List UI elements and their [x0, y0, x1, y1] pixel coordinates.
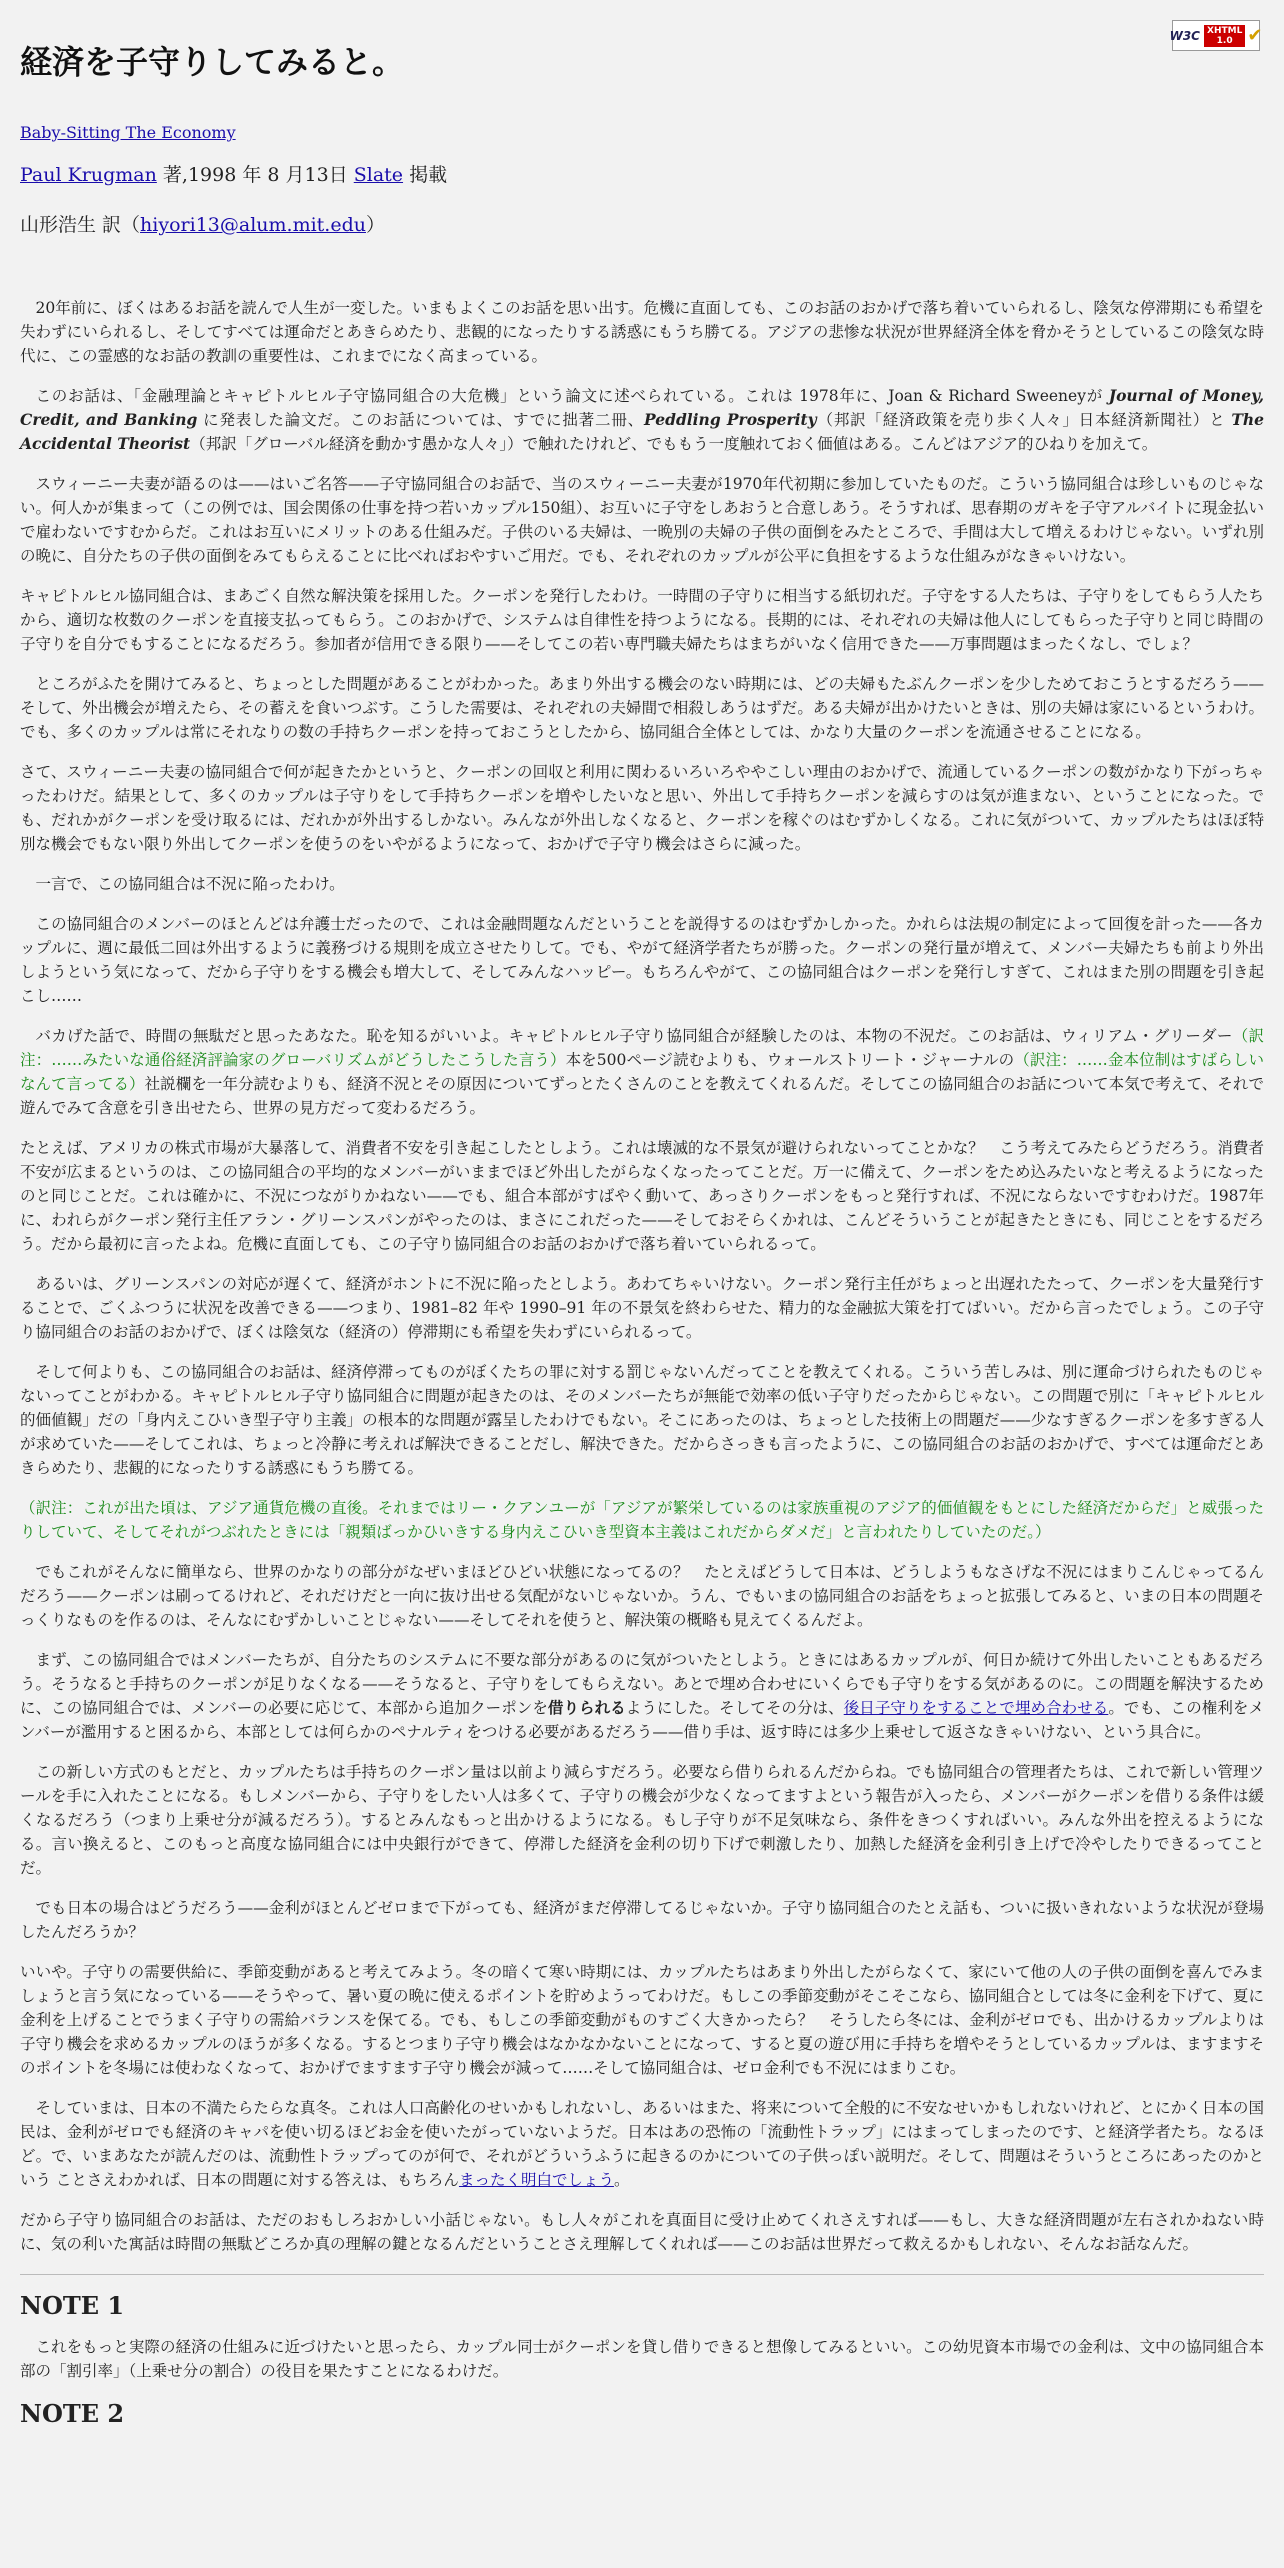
paragraph-20: だから子守り協同組合のお話は、ただのおもしろおかしい小話じゃない。もし人々がこれを真面目に受け止めてくれさえすれば——もし、大きな経済問題が左右されかねない時に、気の利いた寓話は時間の無駄どころか真の理解の鍵となるんだということさえ理解してくれれば——このお話は世界だって救えるかもしれない、そんなお話なんだ。: [20, 2211, 1264, 2253]
paragraph-12: そして何よりも、この協同組合のお話は、経済停滞ってものがぼくたちの罪に対する罰じゃないんだってことを教えてくれる。こういう苦しみは、別に運命づけられたものじゃないってことがわかる。キャピトルヒル子守り協同組合に問題が起きたのは、そのメンバーたちが無能で効率の低い子守りだったからじゃない。この問題で別に「キャピトルヒル的価値観」だの「身内えこひいき型子守り主義」の根本的な問題が露呈したわけでもない。そこにあったのは、ちょっとした技術上の問題だ——少なすぎるクーポンを多すぎる人が求めていた——そしてこれは、ちょっと冷静に考えれば解決できることだし、解決できた。だからさっきも言ったように、この協同組合のお話のおかげで、すべては運命だとあきらめたり、悲観的になったりする誘惑にもうち勝てる。: [20, 1363, 1264, 1477]
p2-text-b: に発表した論文だ。このお話については、すでに拙著二冊、: [197, 411, 644, 429]
paragraph-5: ところがふたを開けてみると、ちょっとした問題があることがわかった。あまり外出する機会のない時期には、どの夫婦もたぶんクーポンを少しためておこうとするだろう——そして、外出機会が増えたら、その蓄えを食いつぶす。こうした需要は、それぞれの夫婦間で相殺しあうはずだ。ある夫婦が出かけたいときは、別の夫婦は家にいるというわけ。でも、多くのカップルは常にそれなりの数の手持ちクーポンを持っておこうとしたから、協同組合全体としては、かなり大量のクーポンを流通させることになる。: [20, 675, 1264, 741]
p15-text-b: ようにした。そしてその分は、: [625, 1699, 844, 1717]
article: [20, 0, 1264, 2443]
p2-text-c: （邦訳「経済政策を売り歩く人々」日本経済新聞社）と: [816, 411, 1232, 429]
p15-text-c: 。でも、この権利をメンバーが濫用すると困るから、本部としては何らかのペナルティをつける必要があるだろう——借り手は、返す時には多少上乗せして返さなきゃいけない、という具合に。: [20, 1699, 1264, 1741]
page-title: 経済を子守りしてみると。: [20, 43, 405, 81]
original-article-link[interactable]: Baby-Sitting The Economy: [20, 123, 236, 142]
p19-text-b: 。: [613, 2171, 630, 2189]
paragraph-8: この協同組合のメンバーのほとんどは弁護士だったので、これは金融問題なんだということを説得するのはむずかしかった。かれらは法規の制定によって回復を計った——各カップルに、週に最低二回は外出するように義務づける規則を成立させたりして。でも、やがて経済学者たちが勝った。クーポンの発行量が増えて、メンバー夫婦たちも前より外出しようという気になって、だから子守りをする機会も増大して、そしてみんなハッピー。もちろんやがて、この協同組合はクーポンを発行しすぎて、これはまた別の問題を引き起こし……: [20, 915, 1264, 1005]
paragraph-14: でもこれがそんなに簡単なら、世界のかなりの部分がなぜいまほどひどい状態になってるの？ たとえばどうして日本は、どうしようもなさげな不況にはまりこんじゃってるんだろう——クーポンは刷ってるけれど、それだけだと一向に抜け出せる気配がないじゃないか。うん、でもいまの協同組合のお話をちょっと拡張してみると、いまの日本の問題そっくりなものを作るのは、そんなにむずかしいことじゃない——そしてそれを使うと、解決策の概略も見えてくるんだよ。: [20, 1563, 1264, 1629]
p15-text-a: まず、この協同組合ではメンバーたちが、自分たちのシステムに不要な部分があるのに気がついたとしよう。ときにはあるカップルが、何日か続けて外出したいこともあるだろう。そうなると手持ちのクーポンが足りなくなる——そうなると、子守りをしてもらえない。あとで埋め合わせにいくらでも子守りをする気があるのに。この問題を解決するために、この協同組合では、メンバーの必要に応じて、本部から追加クーポンを: [20, 1651, 1264, 1717]
note2-heading: NOTE 2: [20, 2399, 125, 2428]
translator-name: 山形浩生 訳（: [20, 214, 141, 236]
p9-text-a: バカげた話で、時間の無駄だと思ったあなた。恥を知るがいいよ。キャピトルヒル子守り協同組合が経験したのは、本物の不況だ。このお話は、ウィリアム・グリーダー: [35, 1027, 1233, 1045]
publication-link[interactable]: Slate: [353, 164, 404, 186]
paragraph-16: この新しい方式のもとだと、カップルたちは手持ちのクーポン量は以前より減らすだろう。必要なら借りられるんだからね。でも協同組合の管理者たちは、これで新しい管理ツールを手に入れたことになる。もしメンバーから、子守りをしたい人は多くて、子守りの機会が少なくなってますよという報告が入ったら、メンバーがクーポンを借りる条件は緩くなるだろう（つまり上乗せ分が減るだろう）。するとみんなもっと出かけるようになる。もし子守りが不足気味なら、条件をきつくすればいい。みんな外出を控えるようになる。言い換えると、このもっと高度な協同組合には中央銀行ができて、停滞した経済を金利の切り下げで刺激したり、加熱した経済を金利引き上げで冷やしたりできるってことだ。: [20, 1763, 1264, 1877]
paragraph-6: さて、スウィーニー夫妻の協同組合で何が起きたかというと、クーポンの回収と利用に関わるいろいろややこしい理由のおかげで、流通しているクーポンの数がかなり下がっちゃったわけだ。結果として、多くのカップルは子守りをして手持ちクーポンを増やしたいなと思い、外出して手持ちクーポンを減らすのは気が進まない、ということになった。でも、だれかがクーポンを受け取るには、だれかが外出するしかない。みんなが外出しなくなると、クーポンを稼ぐのはむずかしくなる。これに気がついて、カップルたちはほぼ特別な機会でもない限り外出してクーポンを使うのをいやがるようになって、おかげで子守り機会はさらに減った。: [20, 763, 1264, 853]
paragraph-18: いいや。子守りの需要供給に、季節変動があると考えてみよう。冬の暗くて寒い時期には、カップルたちはあまり外出したがらなくて、家にいて他の人の子供の面倒を喜んでみましょうと言う気になっている——そうやって、暑い夏の晩に使えるポイントを貯めようってわけだ。もしこの季節変動がそこそこなら、協同組合としては冬に金利を下げて、夏に金利を上げることでうまく子守りの需給バランスを保てる。でも、もしこの季節変動がものすごく大きかったら？ そうしたら冬には、金利がゼロでも、出かけるカップルよりは子守り機会を求めるカップルのほうが多くなる。するとつまり子守り機会はなかなかないことになって、すると夏の遊び用に手持ちを増やそうとしているカップルは、ますますそのポイントを冬場には使わなくなって、おかげでますます子守り機会が減って……そして協同組合は、ゼロ金利でも不況にはまりこむ。: [20, 1963, 1264, 2077]
journal-title: Journal of Money, Credit, and Banking: [20, 386, 1264, 429]
paragraph-11: あるいは、グリーンスパンの対応が遅くて、経済がホントに不況に陥ったとしよう。あわてちゃいけない。クーポン発行主任がちょっと出遅れたたって、クーポンを大量発行することで、ごくふつうに状況を改善できる——つまり、1981–82 年や 1990–91 年の不景気を終わらせた、精力的な金融拡大策を打てばいい。だから言ったでしょう。この子守り協同組合のお話のおかげで、ぼくは陰気な（経済の）停滞期にも希望を失わずにいられるって。: [20, 1275, 1264, 1341]
paragraph-19: [20, 2096, 1264, 2192]
translator-email-link[interactable]: hiyori13@alum.mit.edu: [140, 214, 366, 236]
paragraph-7: 一言で、この協同組合は不況に陥ったわけ。: [35, 875, 345, 893]
p15-bold-borrow: 借りられる: [547, 1698, 626, 1717]
p2-text-d: （邦訳「グローバル経済を動かす愚かな人々」）で触れたけれど、でももう一度触れておく価値はある。こんどはアジア的ひねりを加えて。: [190, 435, 1158, 453]
translator-note-wsj: （訳注：……金本位制はすばらしいなんて言ってる）: [20, 1051, 1264, 1093]
paragraph-17: でも日本の場合はどうだろう——金利がほとんどゼロまで下がっても、経済がまだ停滞してるじゃないか。子守り協同組合のたとえ話も、ついに扱いきれないような状況が登場したんだろうか？: [20, 1899, 1264, 1941]
xhtml-version: 1.0: [1216, 35, 1233, 46]
paragraph-1: 20年前に、ぼくはあるお話を読んで人生が一変した。いまもよくこのお話を思い出す。危機に直面しても、このお話のおかげで落ち着いていられるし、陰気な停滞期にも希望を失わずにいられるし、そしてすべては運命だとあきらめたり、悲観的になったりする誘惑にもうち勝てる。アジアの悲惨な状況が世界経済全体を脅かそうとしているこの陰気な時代に、この霊感的なお話の教訓の重要性は、これまでになく高まっている。: [20, 299, 1264, 365]
xhtml-text: XHTML: [1207, 25, 1243, 36]
translator-note-greider: （訳注：……みたいな通俗経済評論家のグローバリズムがどうしたこうした言う）: [20, 1027, 1264, 1069]
article-body: [20, 296, 1264, 2429]
original-article-line: [20, 122, 1264, 144]
note1-heading: NOTE 1: [20, 2291, 125, 2320]
note1-text: これをもっと実際の経済の仕組みに近づけたいと思ったら、カップル同士がクーポンを貸し借りできると想像してみるといい。この幼児資本市場での金利は、文中の協同組合本部の「割引率」（上乗せ分の割合）の役目を果たすことになるわけだ。: [20, 2338, 1264, 2380]
book-title-2: The Accidental Theorist: [20, 410, 1264, 453]
byline-suffix: 掲載: [403, 164, 448, 186]
p9-text-b: 本を500ページ読むよりも、ウォールストリート・ジャーナルの: [565, 1051, 1015, 1069]
p9-text-c: 社説欄を一年分読むよりも、経済不況とその原因についてずっとたくさんのことを教えてくれるんだ。そしてこの協同組合のお話について本気で考えて、それで遊んでみて含意を引き出せたら、世界の見方だって変わるだろう。: [20, 1075, 1264, 1117]
byline-date: 著,1998 年 8 月13日: [156, 164, 354, 186]
translator-close-paren: ）: [365, 214, 385, 236]
paragraph-3: スウィーニー夫妻が語るのは——はいご名答——子守協同組合のお話で、当のスウィーニー夫妻が1970年代初期に参加していたものだ。こういう協同組合は珍しいものじゃない。何人かが集まって（この例では、国会関係の仕事を持つ若いカップル150組）、お互いに子守をしあおうと合意しあう。そうすれば、思春期のガキを子守アルバイトに現金払いで雇わないですむからだ。これはお互いにメリットのある仕組みだ。子供のいる夫婦は、一晩別の夫婦の子供の面倒をみたところで、手間は大して増えるわけじゃない。いずれ別の晩に、自分たちの子供の面倒をみてもらえることに比べればおやすいご用だ。でも、それぞれのカップルが公平に負担をするような仕組みがなきゃいけない。: [20, 475, 1264, 565]
paragraph-9: [20, 1024, 1264, 1120]
p19-text-a: そしていまは、日本の不満たらたらな真冬。これは人口高齢化のせいかもしれないし、あるいはまた、将来について全般的に不安なせいかもしれないけれど、とにかく日本の国民は、金利がゼロでも経済のキャパを使い切るほどお金を使いたがっていないようだ。日本はあの恐怖の「流動性トラップ」にはまってしまったのです、と経済学者たち。なるほど。で、いまあなたが読んだのは、流動性トラップってのが何で、それがどういうふうに起きるのかについての子供っぽい説明だ。そして、問題はそういうところにあったのかという ことさえわかれば、日本の問題に対する答えは、もちろん: [20, 2099, 1264, 2189]
note2-link[interactable]: まったく明白でしょう: [458, 2171, 614, 2189]
paragraph-10: たとえば、アメリカの株式市場が大暴落して、消費者不安を引き起こしたとしよう。これは壊滅的な不景気が避けられないってことかな？ こう考えてみたらどうだろう。消費者不安が広まるというのは、この協同組合の平均的なメンバーがいままでほど外出したがらなくなったってことだ。万一に備えて、クーポンをため込みたいなと考えるようになったのと同じことだ。これは確かに、不況につながりかねない——でも、組合本部がすばやく動いて、あっさりクーポンをもっと発行すれば、不況にならないですむわけだ。1987年に、われらがクーポン発行主任アラン・グリーンスパンがやったのは、まさにこれだった——そしておそらくかれは、こんどそういうことが起きたときにも、同じことをするだろう。だから最初に言ったよね。危機に直面しても、この子守り協同組合のお話のおかげで落ち着いていられるって。: [20, 1139, 1264, 1253]
paragraph-15: [20, 1648, 1264, 1744]
checkmark-icon: ✔: [1247, 25, 1263, 46]
book-title-1: Peddling Prosperity: [644, 410, 817, 429]
w3c-logo-text: W3C: [1169, 28, 1200, 43]
translator-note-asia: （訳注：これが出た頃は、アジア通貨危機の直後。それまではリー・クアンユーが「アジアが繁栄しているのは家族重視のアジア的価値観をもとにした経済だからだ」と威張ったりしていて、そしてそれがつぶれたときには「親類ばっかひいきする身内えこひいき型資本主義はこれだからダメだ」と言われたりしていたのだ。）: [20, 1499, 1264, 1541]
translator-line: [20, 212, 1264, 238]
p2-text-a: このお話は、「金融理論とキャピトルヒル子守協同組合の大危機」という論文に述べられている。これは 1978年に、Joan & Richard Sweeneyが: [35, 387, 1109, 405]
note1-link[interactable]: 後日子守りをすることで埋め合わせる: [843, 1699, 1109, 1717]
byline: [20, 162, 1264, 188]
paragraph-4: キャピトルヒル協同組合は、まあごく自然な解決策を採用した。クーポンを発行したわけ。一時間の子守りに相当する紙切れだ。子守をする人たちは、子守りをしてもらう人たちから、適切な枚数のクーポンを直接支払ってもらう。このおかげで、システムは自律性を持つようになる。長期的には、それぞれの夫婦は他人にしてもらった子守りと同じ時間の子守りを自分でもすることになるだろう。参加者が信用できる限り——そしてこの若い専門職夫婦たちはまちがいなく信用できた——万事問題はまったくなし、でしょ？: [20, 587, 1264, 653]
author-link[interactable]: Paul Krugman: [20, 164, 157, 186]
notes-divider: [20, 2274, 1264, 2275]
paragraph-2: [20, 384, 1264, 456]
